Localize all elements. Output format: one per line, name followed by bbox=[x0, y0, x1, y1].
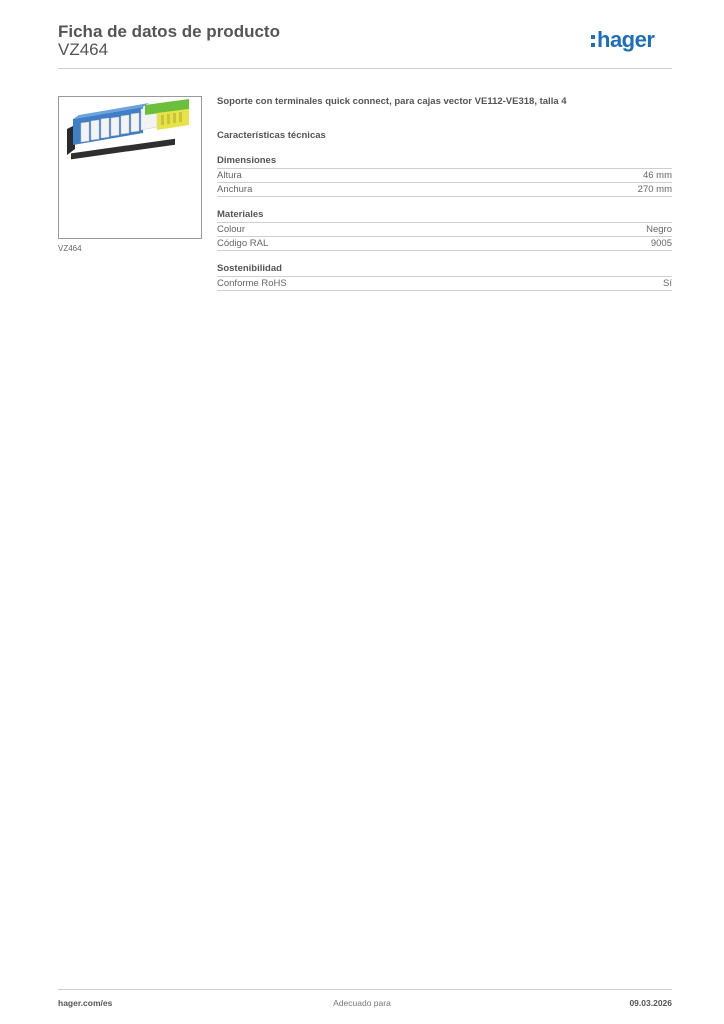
spec-row bbox=[217, 183, 672, 197]
logo-text: hager bbox=[597, 27, 655, 52]
footer-divider bbox=[58, 989, 672, 990]
spec-value: Negro bbox=[646, 224, 672, 235]
hager-logo[interactable] bbox=[590, 26, 672, 54]
document-title: Ficha de datos de producto bbox=[58, 22, 280, 41]
spec-label: Código RAL bbox=[217, 238, 269, 249]
section-heading: Características técnicas bbox=[217, 130, 326, 141]
header-divider bbox=[58, 68, 672, 69]
image-caption: VZ464 bbox=[58, 244, 82, 253]
group-dimensiones bbox=[217, 155, 672, 197]
group-title: Dimensiones bbox=[217, 155, 672, 169]
spec-row bbox=[217, 237, 672, 251]
product-image bbox=[58, 96, 202, 239]
spec-row bbox=[217, 277, 672, 291]
group-title: Materiales bbox=[217, 209, 672, 223]
spec-value: Sí bbox=[663, 278, 672, 289]
spec-label: Anchura bbox=[217, 184, 253, 195]
footer-url-link[interactable]: hager.com/es bbox=[58, 998, 113, 1008]
spec-label: Colour bbox=[217, 224, 245, 235]
group-title: Sostenibilidad bbox=[217, 263, 672, 277]
spec-value: 9005 bbox=[650, 238, 672, 249]
spec-row bbox=[217, 169, 672, 183]
footer-center-text: Adecuado para bbox=[333, 998, 391, 1008]
spec-label: Altura bbox=[217, 170, 242, 181]
spec-row bbox=[217, 223, 672, 237]
footer-date: 09.03.2026 bbox=[629, 998, 672, 1008]
spec-value: 46 mm bbox=[642, 170, 672, 181]
spec-value: 270 mm bbox=[637, 184, 672, 195]
product-code: VZ464 bbox=[58, 40, 109, 59]
spec-label: Conforme RoHS bbox=[217, 278, 287, 289]
group-sostenibilidad bbox=[217, 263, 672, 291]
product-description: Soporte con terminales quick connect, para cajas vector VE112-VE318, talla 4 bbox=[217, 96, 567, 107]
group-materiales bbox=[217, 209, 672, 251]
terminal-block-illustration bbox=[59, 97, 201, 238]
